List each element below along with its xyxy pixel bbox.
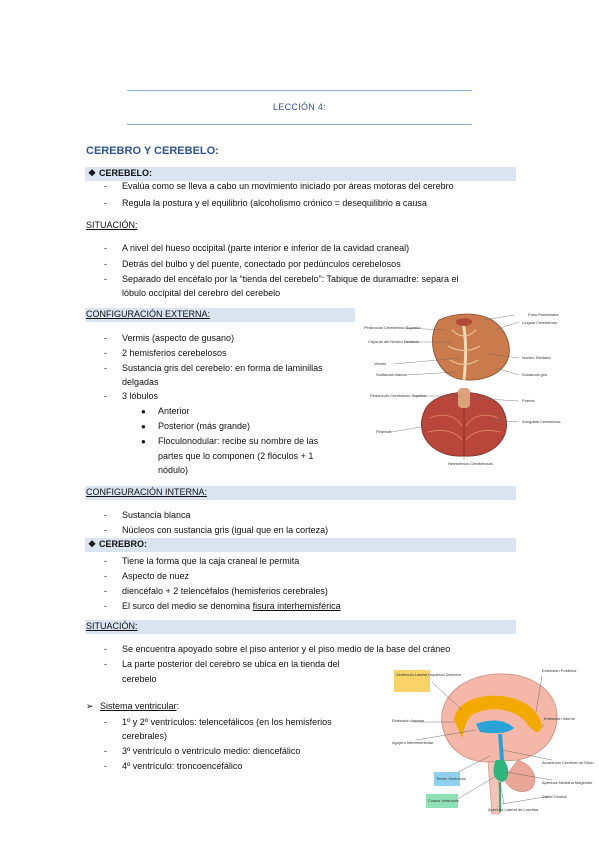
config-interna-band (85, 486, 516, 500)
round-bullet: ● (141, 422, 146, 431)
situacion-cerebro-band (85, 620, 516, 634)
fisura-term: fisura interhemisférica (252, 601, 341, 611)
dash-bullet: - (104, 181, 107, 191)
ventricular-item-3: 4º ventrículo: troncoencefálico (122, 761, 243, 771)
header-rule-bottom (127, 124, 472, 125)
fig-ventriculos-label: Extensión Posterior (542, 668, 577, 673)
situacion-item-2: Detrás del bulbo y del puente, conectado por pedúnculos cerebelosos (122, 259, 401, 269)
dash-bullet: - (104, 586, 107, 596)
cerebelo-item-1: Evalúa como se lleva a cabo un movimiento iniciado por áreas motoras del cerebro (122, 181, 454, 191)
lobulo-floculonodular-cont: partes que lo componen (2 flóculos + 1 (158, 451, 314, 461)
config-interna-heading: CONFIGURACIÓN INTERNA: (86, 487, 208, 497)
dash-bullet: - (104, 659, 107, 669)
cerebelo-heading: CEREBELO: (99, 168, 153, 178)
fig-ventriculos-label: Ventrículo Lateral Izquierdo Derecho (396, 672, 461, 677)
fig-cerebelo-label: Língula Cerebelosa (522, 320, 557, 325)
dash-bullet: - (104, 746, 107, 756)
round-bullet: ● (141, 407, 146, 416)
fig-ventriculos-label: Cuarto Ventrículo (428, 798, 459, 803)
cerebro-item-4-text: El surco del medio se denomina (122, 601, 253, 611)
round-bullet: ● (141, 437, 146, 446)
fig-cerebelo-label: Amígdala Cerebelosa (522, 419, 561, 424)
dash-bullet: - (104, 391, 107, 401)
fig-cerebelo-label: Sustancia blanca (376, 372, 407, 377)
situacion-heading: SITUACIÓN: (86, 220, 138, 230)
lobulo-floculonodular: Floculonodular: recibe su nombre de las (158, 436, 319, 446)
ventricular-item-2: 3º ventrículo o ventrículo medio: diencefálico (122, 746, 301, 756)
dash-bullet: - (104, 348, 107, 358)
fig-cerebelo-label: Fosa Romboidea (528, 312, 559, 317)
ventricular-heading-text: Sistema ventricular (100, 701, 177, 711)
header-rule-top (127, 90, 472, 91)
fig-cerebelo-label: Puente (522, 398, 535, 403)
fig-cerebelo-label: Vermis (374, 361, 387, 366)
diamond-bullet-icon: ❖ (88, 539, 97, 549)
fig-cerebelo-label: Cápsula del Núcleo Dentado (368, 339, 419, 344)
cerebro-heading: CEREBRO: (99, 539, 148, 549)
cerebelo-figure (364, 308, 586, 468)
situacion-item-3: Separado del encéfalo por la “tienda del cerebelo”: Tabique de duramadre: separa el (122, 274, 459, 284)
ventricular-item-1-cont: cerebrales) (122, 731, 168, 741)
externa-item-2: 2 hemisferios cerebelosos (122, 348, 227, 358)
dash-bullet: - (104, 274, 107, 284)
lobulo-floculonodular-cont2: nódulo) (158, 465, 189, 475)
externa-item-4: 3 lóbulos (122, 391, 159, 401)
config-externa-band (85, 308, 355, 322)
dash-bullet: - (104, 510, 107, 520)
cerebro-item-4 (122, 599, 341, 614)
fig-cerebelo-label: Hemisferios Cerebelosos (448, 461, 493, 466)
fig-ventriculos-label: Agujero Interventricular (392, 740, 434, 745)
main-title: CEREBRO Y CEREBELO: (86, 145, 219, 157)
fig-ventriculos-label: Extensión Inferior (544, 716, 576, 721)
fig-ventriculos-label: Canal Central (542, 794, 567, 799)
externa-item-1: Vermis (aspecto de gusano) (122, 333, 235, 343)
cerebro-item-3: diencéfalo + 2 telencéfalos (hemisferios cerebrales) (122, 586, 328, 596)
dash-bullet: - (104, 717, 107, 727)
dash-bullet: - (104, 243, 107, 253)
fig-ventriculos-label: Apertura Lateral de Luschka (488, 807, 539, 812)
ventricular-item-1: 1º y 2º ventrículos: telencefálicos (en los hemisferios (122, 717, 332, 727)
fig-cerebelo-label: Pedúnculo Cerebeloso Superior (364, 325, 421, 330)
situacion-cerebro-item-2-cont: cerebelo (122, 674, 157, 684)
arrow-bullet-icon: ➢ (86, 701, 94, 711)
lobulo-anterior: Anterior (158, 406, 190, 416)
situacion-cerebro-heading: SITUACIÓN: (86, 621, 138, 631)
lesson-title: LECCIÓN 4: (272, 102, 326, 112)
externa-item-3-cont: delgadas (122, 377, 159, 387)
dash-bullet: - (104, 571, 107, 581)
fig-ventriculos-label: Apertura Mediana Magendie (542, 780, 593, 785)
dash-bullet: - (104, 259, 107, 269)
situacion-item-3-cont: lóbulo occipital del cerebro del cerebelo (122, 288, 281, 298)
situacion-cerebro-item-2: La parte posterior del cerebro se ubica en la tienda del (122, 659, 340, 669)
dash-bullet: - (104, 333, 107, 343)
cerebro-item-1: Tiene la forma que la caja craneal le permita (122, 556, 300, 566)
dash-bullet: - (104, 198, 107, 208)
dash-bullet: - (104, 525, 107, 535)
fig-cerebelo-label: Sustancia gris (522, 372, 548, 377)
fig-ventriculos-label: Acueducto Cerebral de Silvio (542, 760, 594, 765)
cerebro-item-2: Aspecto de nuez (122, 571, 190, 581)
fig-ventriculos-label: Extensión Anterior (392, 718, 425, 723)
config-externa-heading: CONFIGURACIÓN EXTERNA: (86, 309, 211, 319)
interna-item-2: Núcleos con sustancia gris (igual que en la corteza) (122, 525, 329, 535)
dash-bullet: - (104, 363, 107, 373)
dash-bullet: - (104, 556, 107, 566)
situacion-cerebro-item-1: Se encuentra apoyado sobre el piso anterior y el piso medio de la base del cráneo (122, 644, 451, 654)
dash-bullet: - (104, 601, 107, 611)
externa-item-3: Sustancia gris del cerebelo: en forma de laminillas (122, 363, 323, 373)
fig-cerebelo-label: Pirámide (376, 429, 392, 434)
interna-item-1: Sustancia blanca (122, 510, 191, 520)
ventricular-heading: Sistema ventricular: (100, 701, 180, 711)
ventriculos-figure (392, 664, 594, 814)
cerebro-heading-band (85, 538, 516, 552)
lobulo-posterior: Posterior (más grande) (158, 421, 251, 431)
dash-bullet: - (104, 644, 107, 654)
dash-bullet: - (104, 761, 107, 771)
diamond-bullet-icon: ❖ (88, 168, 97, 178)
fig-ventriculos-label: Tercer Ventrículo (436, 776, 467, 781)
cerebelo-item-2: Regula la postura y el equilibrio (alcoholismo crónico = desequilibrio a causa (122, 198, 427, 208)
fig-cerebelo-label: Núcleo Dentado (522, 355, 551, 360)
situacion-item-1: A nivel del hueso occipital (parte interior e inferior de la cavidad craneal) (122, 243, 410, 253)
fig-cerebelo-label: Pedúnculo Cerebeloso Superior (370, 393, 427, 398)
